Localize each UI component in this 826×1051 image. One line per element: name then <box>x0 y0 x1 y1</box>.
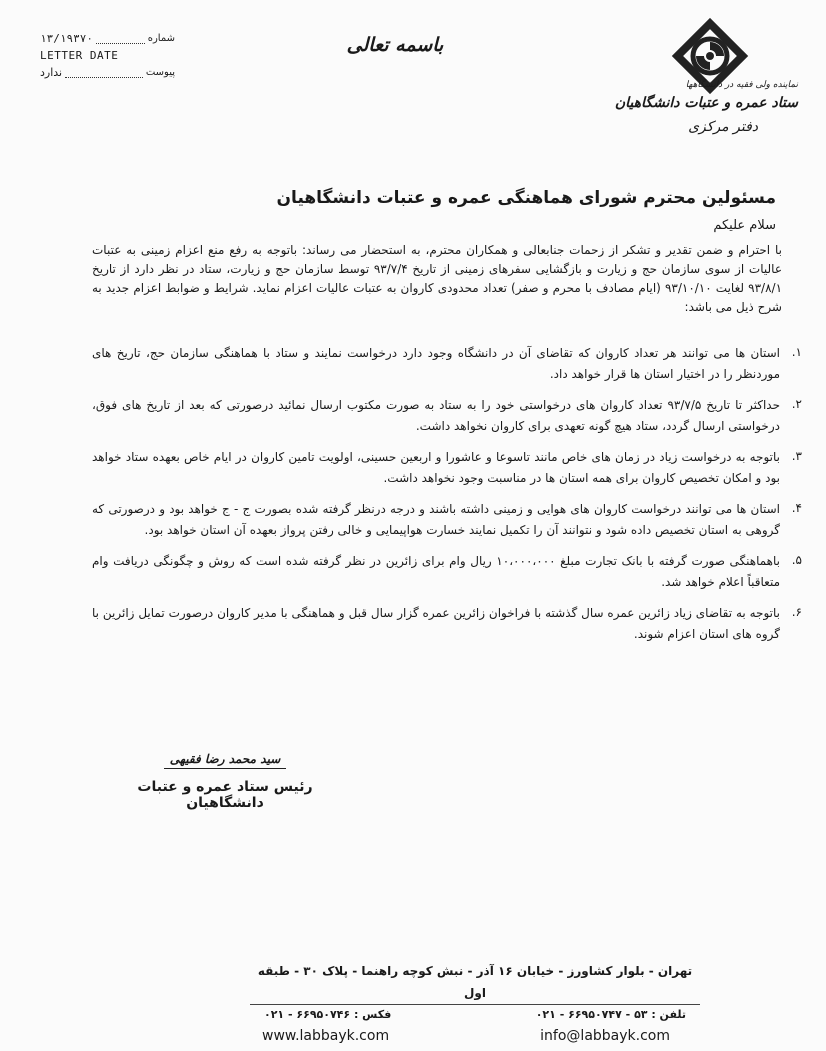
letter-date-label: LETTER DATE <box>40 49 119 62</box>
list-item-number: ۲. <box>791 397 802 411</box>
list-item-text: باتوجه به تقاضای زیاد زائرین عمره سال گذشته با فراخوان زائرین عمره گزار سال قبل و هماهنگی با مدیر کاروان درصورت تمایل زائرین با گروه های استان اعزام شوند. <box>92 606 780 641</box>
list-item-text: استان ها می توانند هر تعداد کاروان که تقاضای آن در دانشگاه وجود دارد درخواست نمایند و ستاد با هماهنگی سازمان حج، تاریخ های موردنظر را در اختیار استان ها قرار خواهد داد. <box>92 346 780 381</box>
signer-name: سید محمد رضا فقیهی <box>164 752 287 769</box>
list-item <box>92 499 802 541</box>
footer-phone: تلفن : ۵۳ - ۶۶۹۵۰۷۴۷ - ۰۲۱ <box>535 1008 686 1021</box>
organization-block <box>598 78 798 140</box>
list-item <box>92 343 802 385</box>
greeting: سلام علیکم <box>713 218 776 233</box>
letter-number-label: شماره <box>147 33 175 44</box>
letter-title: مسئولین محترم شورای هماهنگی عمره و عتبات دانشگاهیان <box>276 188 776 208</box>
list-item <box>92 447 802 489</box>
list-item-number: ۱. <box>791 345 802 359</box>
list-item <box>92 551 802 593</box>
list-item-text: استان ها می توانند درخواست کاروان های هوایی و زمینی داشته باشند و درجه درنظر گرفته شده بصورت ج - ج خواهد بود و درصورتی که گروهی به استان تخصیص داده شود و نتوانند آن را تکمیل نمایند خسارت هواپیمایی و خالی رفتن پرواز بعهده آن استان خواهد بود. <box>92 502 780 537</box>
intro-paragraph: با احترام و ضمن تقدیر و تشکر از زحمات جنابعالی و همکاران محترم، به استحضار می رساند: باتوجه به رفع منع اعزام زمینی به عتبات عالیات از سوی سازمان حج و زیارت و بازگشایی سفرهای زمینی از تاریخ ۹۳/۷/۴ توسط سازمان حج و زیارت، ستاد در نظر دارد از تاریخ ۹۳/۸/۱ لغایت ۹۳/۱۰/۱۰ (ایام مصادف با محرم و صفر) تعداد محدودی کاروان به عتبات عالیات اعزام نماید. شرایط و ضوابط اعزام جدید به شرح ذیل می باشد: <box>92 243 783 314</box>
list-item-number: ۵. <box>791 553 802 567</box>
basmala-heading: باسمه تعالی <box>346 34 444 56</box>
organization-office: دفتر مرکزی <box>688 119 758 135</box>
list-item-text: باهماهنگی صورت گرفته با بانک تجارت مبلغ ۱۰،۰۰۰،۰۰۰ ریال وام برای زائرین در نظر گرفته شده است که روش و چگونگی دریافت وام متعاقباً اعلام خواهد شد. <box>92 554 780 589</box>
letter-number: ۱۳/۱۹۳۷۰ <box>40 32 93 45</box>
letter-meta <box>40 30 175 81</box>
list-item-text: باتوجه به درخواست زیاد در زمان های خاص مانند تاسوعا و عاشورا و اربعین حسینی، اولویت تامین کاروان در ایام خاص بعهده ستاد خواهد بود و امکان تخصیص کاروان برای همه استان ها در مناسبت وجود نخواهد داشت. <box>92 450 780 485</box>
footer-fax: فکس : ۶۶۹۵۰۷۴۶ - ۰۲۱ <box>264 1008 392 1021</box>
list-item-number: ۳. <box>791 449 802 463</box>
attachment-label: پیوست <box>145 67 175 78</box>
list-item <box>92 603 802 645</box>
signature-block <box>100 748 350 811</box>
list-item-number: ۶. <box>791 605 802 619</box>
conditions-list <box>92 343 802 655</box>
organization-name: ستاد عمره و عتبات دانشگاهیان <box>614 95 798 111</box>
list-item-number: ۴. <box>791 501 802 515</box>
signer-role: رئیس ستاد عمره و عتبات دانشگاهیان <box>137 779 313 811</box>
footer-address: تهران - بلوار کشاورز - خیابان ۱۶ آذر - نبش کوچه راهنما - پلاک ۳۰ - طبقه اول <box>257 964 693 1000</box>
letter-footer <box>250 960 700 1044</box>
footer-links <box>250 1028 700 1044</box>
list-item-text: حداکثر تا تاریخ ۹۳/۷/۵ تعداد کاروان های درخواستی خود را به ستاد به صورت مکتوب ارسال نمائید درصورتی که بعد از تاریخ های فوق، درخواستی ارسال گردد، ستاد هیچ گونه تعهدی برای کاروان نخواهد داشت. <box>92 398 781 433</box>
list-item <box>92 395 802 437</box>
footer-contact <box>250 1004 700 1024</box>
footer-website-link[interactable]: www.labbayk.com <box>262 1028 390 1044</box>
organization-line1: نماینده ولی فقیه در دانشگاهها <box>685 80 798 90</box>
attachment-value: ندارد <box>40 66 63 79</box>
footer-email-link[interactable]: info@labbayk.com <box>540 1028 670 1044</box>
